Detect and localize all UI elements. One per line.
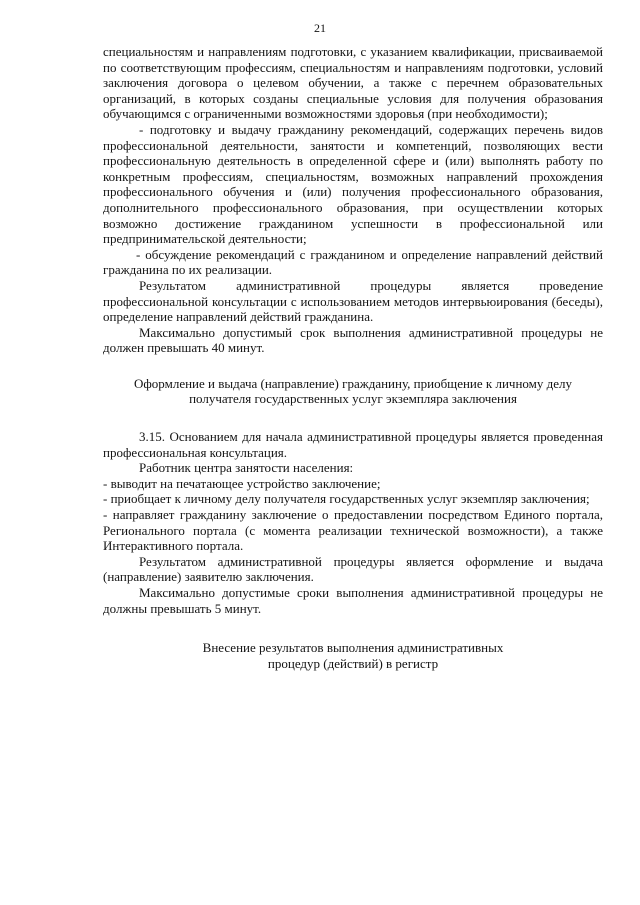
paragraph-continuation: специальностям и направлениям подготовки, с указанием квалификации, присваиваемой по соответствующим профессиям, специальностям и направлениям подготовки, условий заключения договора о целевом обучении, а также с перечнем образовательных организаций, в которых созданы специальные условия для получения образования обучающимся с ограниченными возможностями здоровья (при необходимости); bbox=[103, 44, 603, 122]
list-item-send: - направляет гражданину заключение о предоставлении посредством Единого портала, Регионального портала (с момента реализации технической возможности), а также Интерактивного портала. bbox=[103, 507, 603, 554]
paragraph-max-time: Максимально допустимый срок выполнения административной процедуры не должен превышать 40 минут. bbox=[103, 324, 603, 356]
page-number: 21 bbox=[314, 21, 326, 35]
list-item-discussion: - обсуждение рекомендаций с гражданином и определение направлений действий гражданина по их реализации. bbox=[103, 246, 603, 278]
paragraph-result-2: Результатом административной процедуры является оформление и выдача (направление) заявителю заключения. bbox=[103, 553, 603, 585]
paragraph-worker: Работник центра занятости населения: bbox=[139, 460, 354, 476]
list-item-print: - выводит на печатающее устройство заключение; bbox=[103, 475, 381, 491]
paragraph-max-time-2: Максимально допустимые сроки выполнения административной процедуры не должны превышать 5 минут. bbox=[103, 585, 603, 616]
paragraph-basis: 3.15. Основанием для начала административной процедуры является проведенная профессиональная консультация. bbox=[103, 429, 603, 460]
list-item-attach: - приобщает к личному делу получателя государственных услуг экземпляр заключения; bbox=[103, 491, 590, 507]
section-heading-registry-line1: Внесение результатов выполнения административных bbox=[202, 640, 504, 656]
section-heading-registry-line2: процедур (действий) в регистр bbox=[267, 655, 439, 671]
paragraph-result: Результатом административной процедуры является проведение профессиональной консультации с использованием методов интервьюирования (беседы), определение направлений действий гражданина. bbox=[103, 277, 603, 325]
document-body bbox=[103, 44, 603, 671]
list-item-recommendations: - подготовку и выдачу гражданину рекомендаций, содержащих перечень видов профессиональной деятельности, занятости и компетенций, позволяющих вести профессиональную деятельность в определенной сфере и (или) выполнять работу по конкретным профессиям, специальностям, возможных направлений прохождения профессионального обучения и (или) получения профессионального образования, дополнительного профессионального образования, при осуществлении которых возможно достижение гражданином успешности в профессиональной или предпринимательской деятельности; bbox=[103, 121, 603, 247]
section-heading-issuance: Оформление и выдача (направление) гражданину, приобщение к личному делу получателя государственных услуг экземпляра заключения bbox=[133, 375, 573, 407]
